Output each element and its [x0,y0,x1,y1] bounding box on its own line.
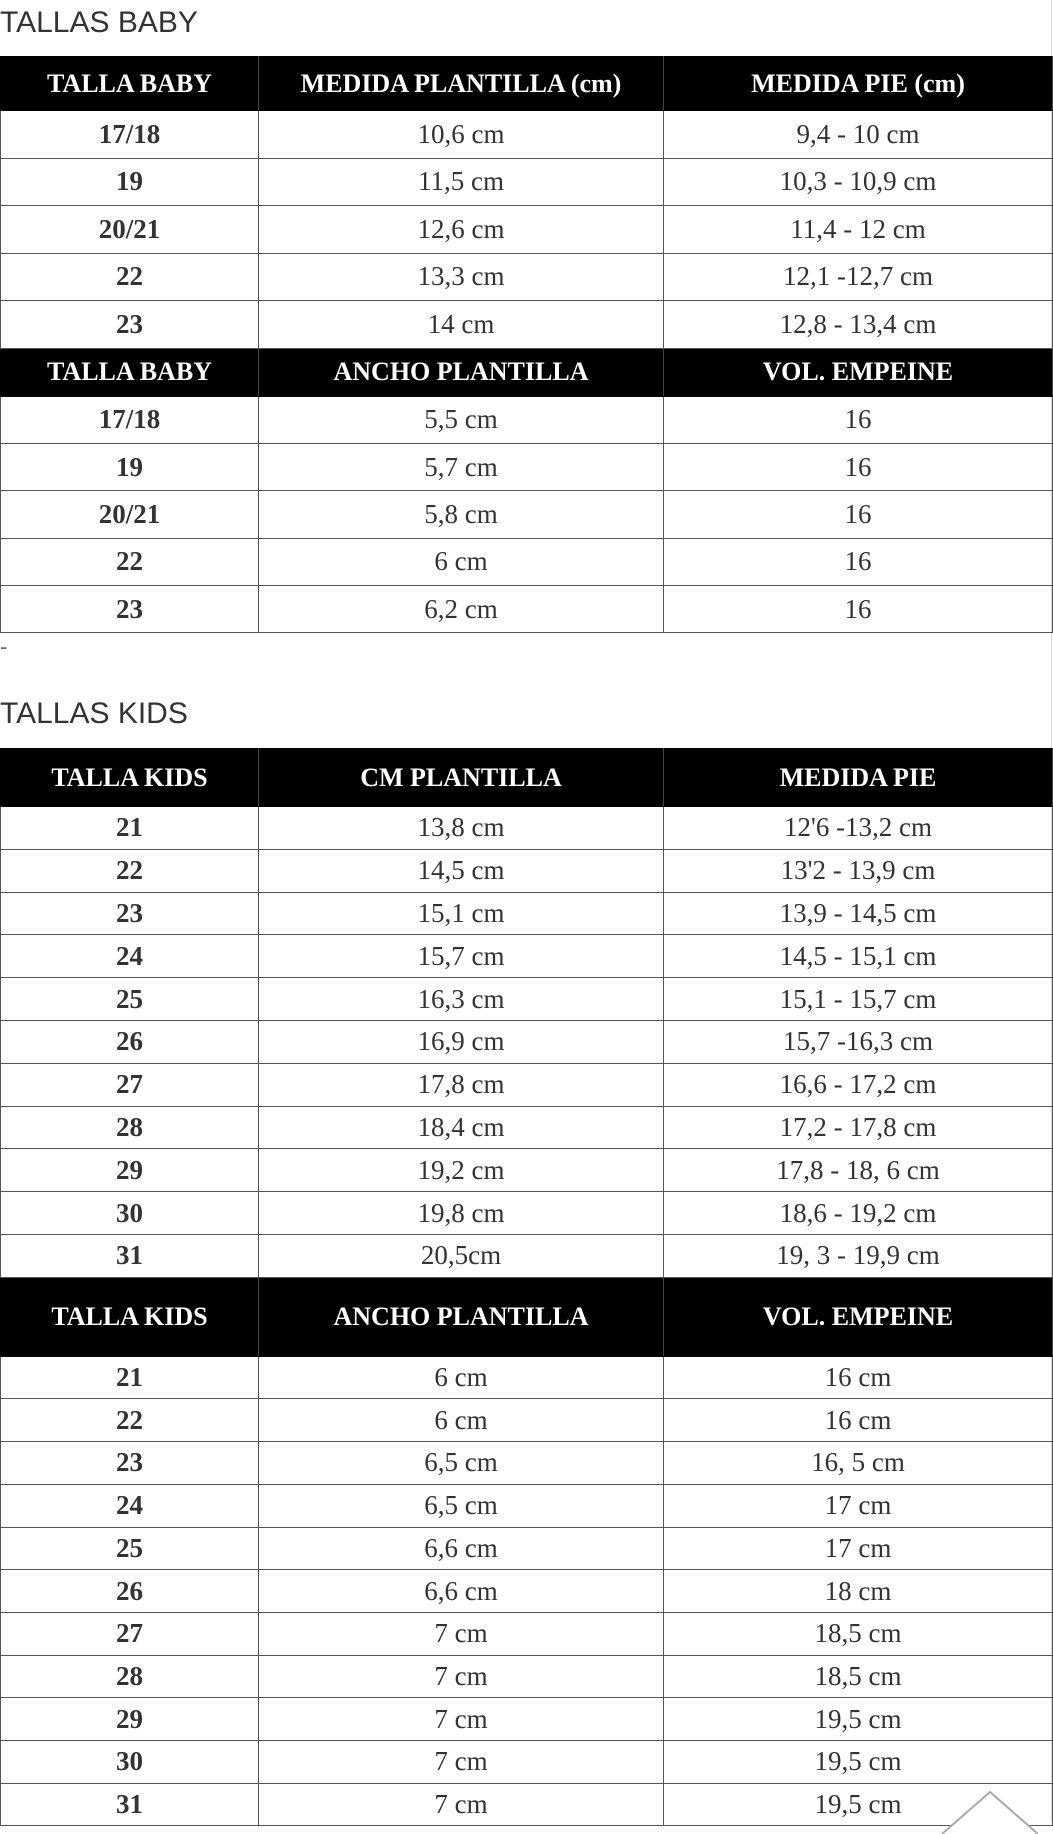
table-row [1,1740,1053,1783]
table-row [1,1442,1053,1485]
kids-table1-header-row [1,749,1053,807]
size-cell: 24 [1,1484,259,1527]
table-row [1,807,1053,850]
table-row [1,396,1053,443]
table-row [1,1063,1053,1106]
table-row [1,849,1053,892]
baby-table2-header-row [1,348,1053,396]
measure-cell: 6,2 cm [259,586,664,633]
measure-cell: 16 [664,443,1053,490]
table-row [1,491,1053,538]
kids-section-title: TALLAS KIDS [0,697,188,730]
size-cell: 31 [1,1783,259,1826]
measure-cell: 19,2 cm [259,1149,664,1192]
measure-cell: 19, 3 - 19,9 cm [664,1234,1053,1277]
table-row [1,253,1053,301]
size-cell: 24 [1,935,259,978]
size-cell: 20/21 [1,491,259,538]
kids-size-table [0,748,1053,1826]
size-cell: 23 [1,1442,259,1485]
measure-cell: 13'2 - 13,9 cm [664,849,1053,892]
measure-cell: 16 [664,491,1053,538]
size-cell: 17/18 [1,396,259,443]
table-row [1,1356,1053,1399]
size-cell: 31 [1,1234,259,1277]
measure-cell: 20,5cm [259,1234,664,1277]
size-cell: 23 [1,301,259,349]
table-row [1,1399,1053,1442]
measure-cell: 14 cm [259,301,664,349]
size-cell: 22 [1,253,259,301]
column-header: ANCHO PLANTILLA [259,348,664,396]
table-row [1,1698,1053,1741]
scroll-to-top-button[interactable] [938,1784,1038,1834]
table-row [1,301,1053,349]
column-header: VOL. EMPEINE [664,1277,1053,1356]
measure-cell: 6,6 cm [259,1570,664,1613]
measure-cell: 16 [664,396,1053,443]
table-row [1,1655,1053,1698]
column-header: TALLA BABY [1,348,259,396]
measure-cell: 9,4 - 10 cm [664,111,1053,159]
size-cell: 28 [1,1106,259,1149]
measure-cell: 12,1 -12,7 cm [664,253,1053,301]
measure-cell: 17,2 - 17,8 cm [664,1106,1053,1149]
measure-cell: 12,8 - 13,4 cm [664,301,1053,349]
table-row [1,111,1053,159]
measure-cell: 17,8 cm [259,1063,664,1106]
measure-cell: 6 cm [259,1399,664,1442]
table-row [1,1527,1053,1570]
measure-cell: 15,1 cm [259,892,664,935]
table-row [1,158,1053,206]
table-row [1,1484,1053,1527]
measure-cell: 18 cm [664,1570,1053,1613]
measure-cell: 7 cm [259,1612,664,1655]
table-row [1,892,1053,935]
measure-cell: 17,8 - 18, 6 cm [664,1149,1053,1192]
measure-cell: 15,7 -16,3 cm [664,1020,1053,1063]
baby-table1-header-row [1,57,1053,111]
measure-cell: 16 cm [664,1356,1053,1399]
table-row [1,1020,1053,1063]
size-cell: 22 [1,538,259,585]
size-cell: 30 [1,1740,259,1783]
table-row [1,443,1053,490]
measure-cell: 6,5 cm [259,1484,664,1527]
measure-cell: 16,9 cm [259,1020,664,1063]
measure-cell: 12'6 -13,2 cm [664,807,1053,850]
table-row [1,206,1053,254]
measure-cell: 10,6 cm [259,111,664,159]
table-row [1,1783,1053,1826]
baby-size-table [0,56,1053,633]
size-cell: 26 [1,1020,259,1063]
size-cell: 19 [1,443,259,490]
table-row [1,538,1053,585]
size-cell: 28 [1,1655,259,1698]
kids-table2-header-row [1,1277,1053,1356]
size-cell: 27 [1,1063,259,1106]
column-header: TALLA KIDS [1,749,259,807]
measure-cell: 16, 5 cm [664,1442,1053,1485]
column-header: TALLA KIDS [1,1277,259,1356]
measure-cell: 7 cm [259,1783,664,1826]
size-cell: 27 [1,1612,259,1655]
measure-cell: 5,7 cm [259,443,664,490]
column-header: CM PLANTILLA [259,749,664,807]
measure-cell: 14,5 cm [259,849,664,892]
measure-cell: 7 cm [259,1655,664,1698]
measure-cell: 18,4 cm [259,1106,664,1149]
measure-cell: 5,8 cm [259,491,664,538]
measure-cell: 16 cm [664,1399,1053,1442]
size-cell: 22 [1,849,259,892]
measure-cell: 17 cm [664,1527,1053,1570]
measure-cell: 6,6 cm [259,1527,664,1570]
measure-cell: 13,8 cm [259,807,664,850]
measure-cell: 6 cm [259,538,664,585]
separator-dash: - [0,634,8,659]
table-row [1,1234,1053,1277]
size-cell: 30 [1,1192,259,1235]
measure-cell: 16 [664,586,1053,633]
measure-cell: 17 cm [664,1484,1053,1527]
table-row [1,1106,1053,1149]
column-header: MEDIDA PIE (cm) [664,57,1053,111]
measure-cell: 12,6 cm [259,206,664,254]
measure-cell: 14,5 - 15,1 cm [664,935,1053,978]
measure-cell: 19,5 cm [664,1698,1053,1741]
size-cell: 22 [1,1399,259,1442]
size-cell: 20/21 [1,206,259,254]
table-row [1,1570,1053,1613]
chevron-up-icon [938,1784,1038,1834]
measure-cell: 16 [664,538,1053,585]
measure-cell: 5,5 cm [259,396,664,443]
measure-cell: 18,5 cm [664,1612,1053,1655]
table-row [1,935,1053,978]
table-row [1,1612,1053,1655]
measure-cell: 13,9 - 14,5 cm [664,892,1053,935]
measure-cell: 15,7 cm [259,935,664,978]
measure-cell: 10,3 - 10,9 cm [664,158,1053,206]
column-header: MEDIDA PIE [664,749,1053,807]
measure-cell: 18,6 - 19,2 cm [664,1192,1053,1235]
measure-cell: 11,4 - 12 cm [664,206,1053,254]
size-cell: 25 [1,1527,259,1570]
measure-cell: 13,3 cm [259,253,664,301]
baby-section-title: TALLAS BABY [0,6,198,39]
measure-cell: 11,5 cm [259,158,664,206]
column-header: VOL. EMPEINE [664,348,1053,396]
size-cell: 19 [1,158,259,206]
size-cell: 23 [1,892,259,935]
measure-cell: 15,1 - 15,7 cm [664,978,1053,1021]
column-header: ANCHO PLANTILLA [259,1277,664,1356]
size-cell: 29 [1,1149,259,1192]
size-cell: 26 [1,1570,259,1613]
measure-cell: 16,6 - 17,2 cm [664,1063,1053,1106]
measure-cell: 6,5 cm [259,1442,664,1485]
table-row [1,586,1053,633]
table-row [1,978,1053,1021]
measure-cell: 19,5 cm [664,1740,1053,1783]
table-row [1,1192,1053,1235]
size-cell: 21 [1,807,259,850]
measure-cell: 19,8 cm [259,1192,664,1235]
measure-cell: 19,5 cm [664,1783,1053,1826]
measure-cell: 18,5 cm [664,1655,1053,1698]
size-cell: 25 [1,978,259,1021]
measure-cell: 7 cm [259,1698,664,1741]
size-cell: 29 [1,1698,259,1741]
size-cell: 23 [1,586,259,633]
measure-cell: 7 cm [259,1740,664,1783]
measure-cell: 6 cm [259,1356,664,1399]
measure-cell: 16,3 cm [259,978,664,1021]
column-header: MEDIDA PLANTILLA (cm) [259,57,664,111]
column-header: TALLA BABY [1,57,259,111]
size-cell: 17/18 [1,111,259,159]
size-cell: 21 [1,1356,259,1399]
table-row [1,1149,1053,1192]
